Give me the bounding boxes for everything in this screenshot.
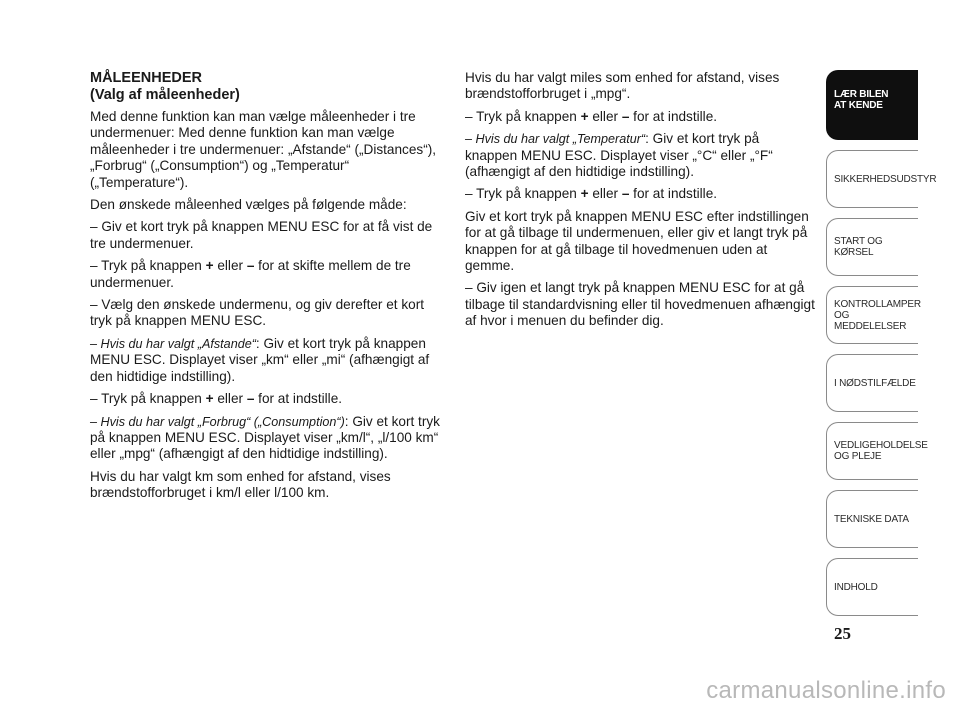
tab-indhold[interactable]: INDHOLD: [826, 558, 918, 616]
right-paragraph-6: – Giv igen et langt tryk på knappen MENU ESC for at gå tilbage til standardvisning eller til hovedmenuen afhængigt af hvor i menuen du befinder dig.: [465, 280, 815, 329]
section-heading: [90, 70, 442, 103]
heading-subtitle: (Valg af måleenheder): [90, 86, 240, 103]
text-run: – Tryk på knappen: [465, 186, 581, 202]
left-paragraph-2: Den ønskede måleenhed vælges på følgende måde:: [90, 197, 407, 213]
text-run: : Giv et kort tryk på knappen MENU ESC. Displayet viser „km“ eller „mi“ (afhængigt af den hidtidige indstilling).: [90, 335, 430, 384]
chapter-tabs: [826, 70, 937, 626]
text-run: eller: [213, 391, 247, 407]
text-run: for at indstille.: [254, 391, 343, 407]
italic-lead: – Hvis du har valgt „Forbrug“ („Consumption“): [90, 414, 345, 429]
left-paragraph-6: [90, 336, 442, 385]
right-paragraph-1: Hvis du har valgt miles som enhed for afstand, vises brændstofforbruget i „mpg“.: [465, 70, 780, 102]
text-run: eller: [213, 258, 247, 274]
minus-symbol: –: [621, 186, 630, 202]
minus-symbol: –: [246, 391, 255, 407]
page-number: 25: [834, 624, 851, 643]
left-paragraph-5: – Vælg den ønskede undermenu, og giv derefter et kort tryk på knappen MENU ESC.: [90, 297, 424, 329]
plus-symbol: +: [580, 108, 589, 124]
tab-i-nodstilfaelde[interactable]: I NØDSTILFÆLDE: [826, 354, 918, 412]
tab-sikkerhedsudstyr[interactable]: SIKKERHEDSUDSTYR: [826, 150, 918, 208]
text-run: for at indstille.: [629, 108, 718, 124]
left-paragraph-3: – Giv et kort tryk på knappen MENU ESC for at få vist de tre undermenuer.: [90, 219, 433, 251]
right-paragraph-5: Giv et kort tryk på knappen MENU ESC efter indstillingen for at gå tilbage til undermenuen, eller giv et langt tryk på knappen for at gå tilbage til hovedmenuen uden at gemme.: [465, 208, 809, 274]
text-run: : Giv et kort tryk på knappen MENU ESC. Displayet viser „km/l“, „l/100 km“ eller „mpg“ (afhængigt af den hidtidige indstilling).: [90, 413, 440, 462]
minus-symbol: –: [621, 108, 630, 124]
tab-start-og-korsel[interactable]: START OG KØRSEL: [826, 218, 918, 276]
text-run: – Tryk på knappen: [465, 108, 581, 124]
text-run: – Tryk på knappen: [90, 391, 206, 407]
left-paragraph-8: [90, 414, 442, 463]
text-run: : Giv et kort tryk på knappen MENU ESC. Displayet viser „°C“ eller „°F“ (afhængigt af den hidtidige indstilling).: [465, 131, 773, 180]
text-run: eller: [588, 186, 622, 202]
left-paragraph-7: [90, 391, 442, 407]
tab-vedligeholdelse[interactable]: VEDLIGEHOLDELSE OG PLEJE: [826, 422, 918, 480]
text-run: for at skifte mellem de tre undermenuer.: [90, 258, 411, 290]
tab-kontrollamper[interactable]: KONTROLLAMPER OG MEDDELELSER: [826, 286, 918, 344]
heading-title: MÅLEENHEDER: [90, 70, 202, 86]
plus-symbol: +: [205, 391, 214, 407]
plus-symbol: +: [580, 186, 589, 202]
plus-symbol: +: [205, 258, 214, 274]
minus-symbol: –: [246, 258, 255, 274]
text-run: eller: [588, 108, 622, 124]
right-paragraph-3: [465, 131, 815, 180]
left-paragraph-1: Med denne funktion kan man vælge måleenheder i tre undermenuer: Med denne funktion kan man vælge måleenheder i tre undermenuer: „Afstande“ („Distances“), „Forbrug“ („Consumption“) og „Temperatur“ („Temperature“).: [90, 109, 437, 190]
right-paragraph-4: [465, 186, 815, 202]
right-column: [465, 70, 815, 336]
left-column: [90, 70, 442, 508]
tab-laer-bilen-at-kende[interactable]: LÆR BILEN AT KENDE: [826, 70, 918, 140]
tab-tekniske-data[interactable]: TEKNISKE DATA: [826, 490, 918, 548]
left-paragraph-9: Hvis du har valgt km som enhed for afstand, vises brændstofforbruget i km/l eller l/100 km.: [90, 468, 391, 501]
italic-lead: – Hvis du har valgt „Afstande“: [90, 336, 256, 351]
watermark: carmanualsonline.info: [706, 677, 946, 704]
left-paragraph-4: [90, 258, 442, 291]
text-run: for at indstille.: [629, 186, 718, 202]
text-run: – Tryk på knappen: [90, 258, 206, 274]
right-paragraph-2: [465, 109, 815, 125]
italic-lead: – Hvis du har valgt „Temperatur“: [465, 132, 646, 147]
